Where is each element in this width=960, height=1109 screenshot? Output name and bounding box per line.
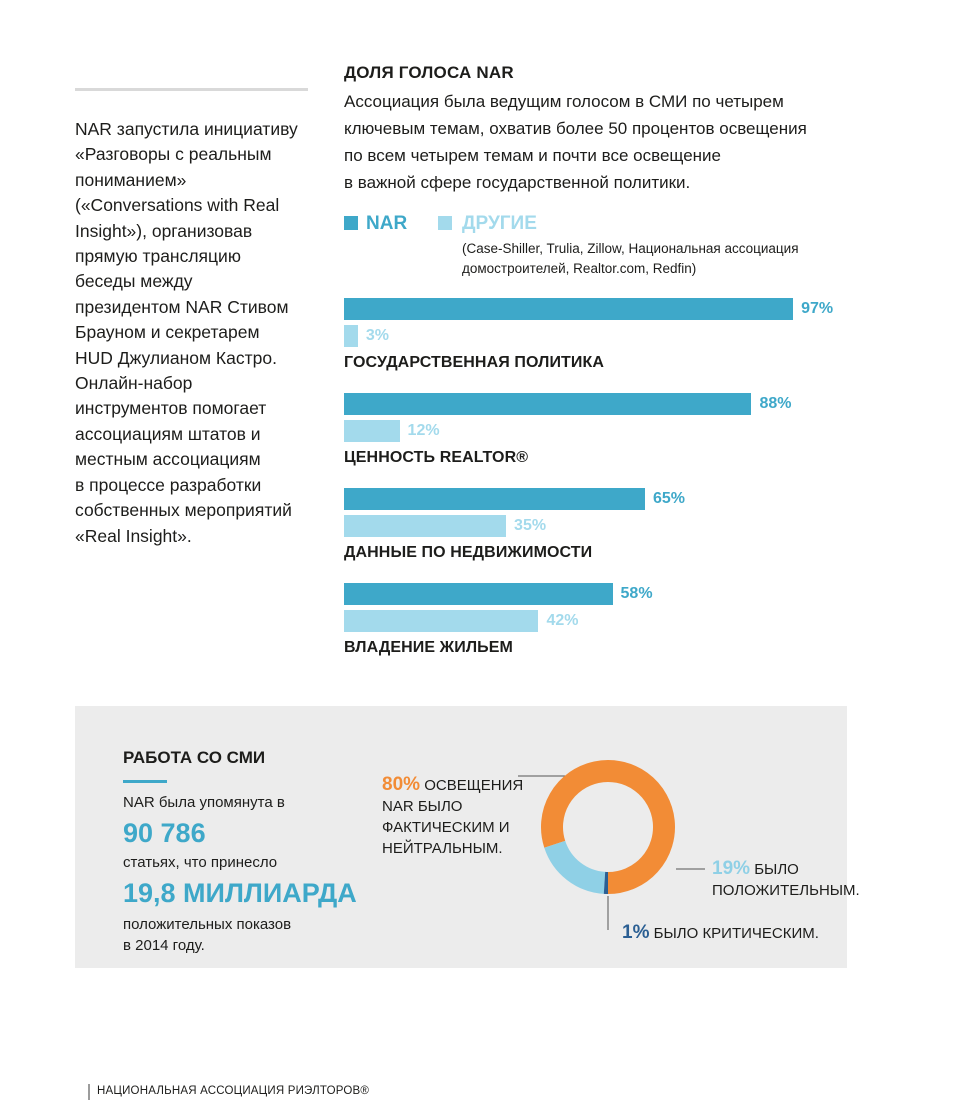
share-of-voice-title: ДОЛЯ ГОЛОСА NAR [344, 63, 514, 82]
bar-nar-2 [344, 393, 751, 415]
donut-label-neutral [382, 774, 562, 859]
share-of-voice-bar-chart [344, 298, 864, 678]
bar-label-others-3: 35% [514, 517, 547, 534]
bar-others-1 [344, 325, 358, 347]
bar-label-nar-4: 58% [620, 585, 653, 602]
bar-nar-1 [344, 298, 793, 320]
footer-text: НАЦИОНАЛЬНАЯ АССОЦИАЦИЯ РИЭЛТОРОВ® [97, 1085, 370, 1097]
donut-slice-positive [555, 844, 605, 883]
donut-label-positive-text: БЫЛО ПОЛОЖИТЕЛЬНЫМ. [712, 861, 860, 899]
footer-divider [88, 1084, 90, 1100]
bar-label-nar-1: 97% [801, 300, 834, 317]
donut-label-positive-pct: 19% [712, 858, 751, 879]
bar-label-others-2: 12% [407, 422, 440, 439]
bar-label-nar-2: 88% [759, 395, 792, 412]
media-panel [75, 706, 860, 968]
bar-nar-3 [344, 488, 645, 510]
legend-swatch-nar [344, 216, 358, 230]
legend-label-nar: NAR [366, 213, 408, 234]
donut-label-critical-text: БЫЛО КРИТИЧЕСКИМ. [653, 925, 819, 942]
donut-label-positive [712, 858, 862, 901]
share-of-voice-description: Ассоциация была ведущим голосом в СМИ по четырем ключевым темам, охватив более 50 процентов освещения по всем четырем темам и почти все освещение в важной сфере государственной политики. [344, 92, 807, 192]
bar-others-2 [344, 420, 400, 442]
intro-paragraph: NAR запустила инициативу «Разговоры с реальным пониманием» («Conversations with Real Insight»), организовав прямую трансляцию беседы между президентом NAR Стивом Брауном и секретарем HUD Джулианом Кастро. Онлайн-набор инструментов помогает ассоциациям штатов и местным ассоциациям в процессе разработки собственных мероприятий «Real Insight». [75, 119, 298, 546]
media-impressions-count: 19,8 МИЛЛИАРДА [123, 878, 357, 908]
donut-label-critical [622, 922, 862, 944]
bar-label-others-4: 42% [546, 612, 579, 629]
donut-label-critical-pct: 1% [622, 922, 650, 943]
donut-label-neutral-text: ОСВЕЩЕНИЯ NAR БЫЛО ФАКТИЧЕСКИМ И НЕЙТРАЛЬНЫМ. [382, 777, 524, 857]
chart-legend [344, 213, 864, 283]
bar-label-nar-3: 65% [652, 490, 685, 507]
category-label-2: ЦЕННОСТЬ REALTOR® [344, 449, 529, 466]
bar-nar-4 [344, 583, 613, 605]
bar-others-3 [344, 515, 506, 537]
media-mention-text: NAR была упомянута в [123, 794, 285, 811]
media-title: РАБОТА СО СМИ [123, 748, 266, 767]
category-label-3: ДАННЫЕ ПО НЕДВИЖИМОСТИ [344, 544, 593, 561]
media-article-count: 90 786 [123, 818, 206, 848]
legend-swatch-others [438, 216, 452, 230]
bar-others-4 [344, 610, 538, 632]
sidebar-divider [75, 88, 308, 91]
category-label-4: ВЛАДЕНИЕ ЖИЛЬЕМ [344, 639, 513, 656]
legend-others-note: (Case-Shiller, Trulia, Zillow, Национальная ассоциация домостроителей, Realtor.com, Redfin) [462, 241, 799, 276]
donut-label-neutral-pct: 80% [382, 774, 421, 795]
media-impressions-text: положительных показов в 2014 году. [123, 916, 292, 954]
legend-label-others: ДРУГИЕ [462, 213, 537, 234]
media-articles-text: статьях, что принесло [123, 854, 278, 871]
category-label-1: ГОСУДАРСТВЕННАЯ ПОЛИТИКА [344, 354, 605, 371]
bar-label-others-1: 3% [365, 327, 389, 344]
